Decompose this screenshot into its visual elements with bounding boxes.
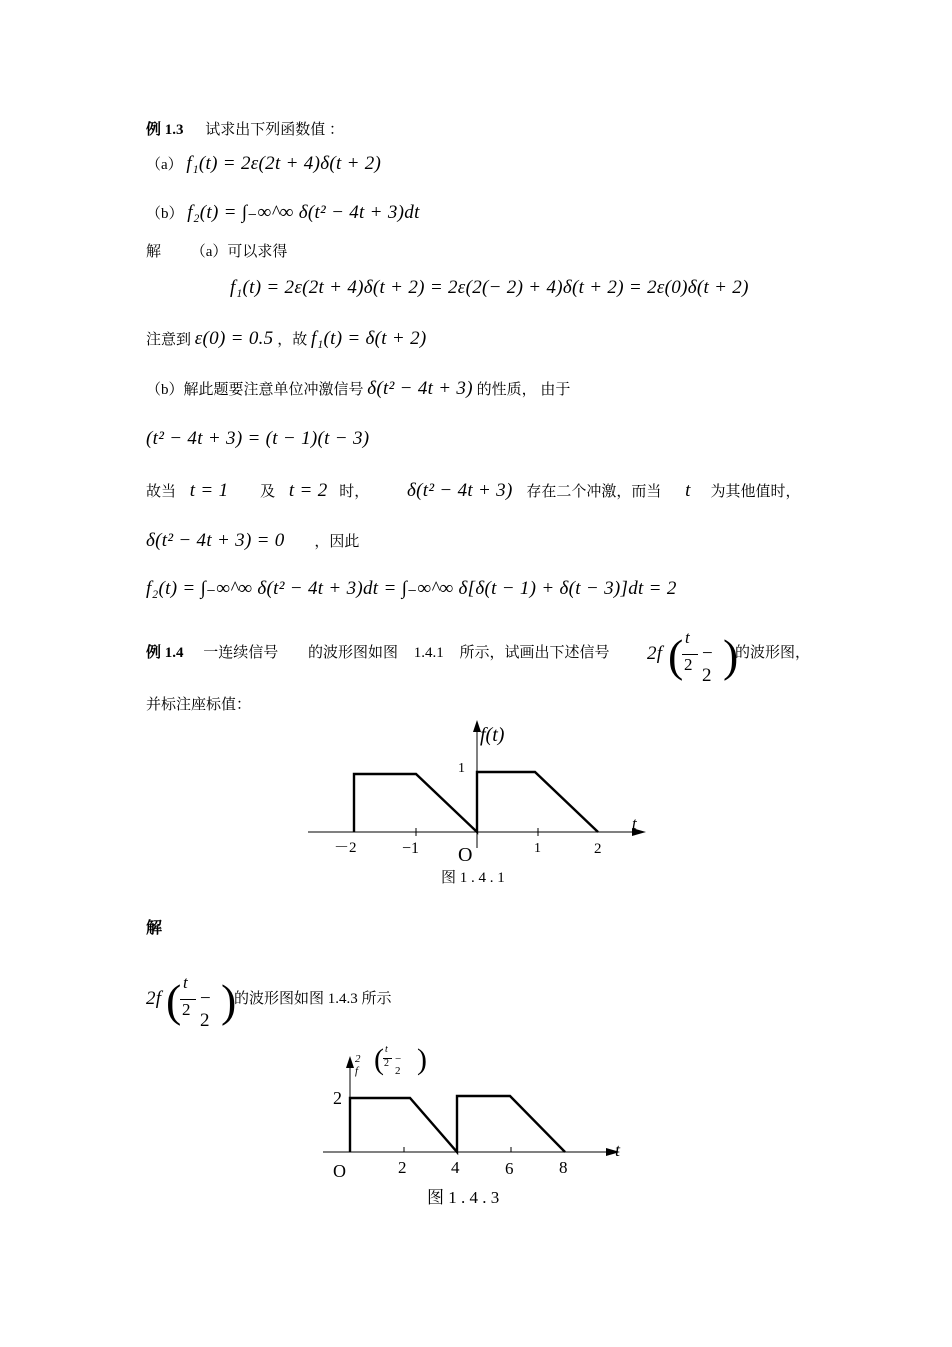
solution-b-suffix: 的性质， 由于 [476, 382, 571, 398]
sol-sig-left-paren: ( [166, 975, 182, 1026]
fig141-xlabel: t [632, 814, 637, 833]
sol-sig-denominator: 2 [182, 1000, 191, 1019]
fig141-waveform [354, 772, 598, 832]
solution-b-prefix: （b）解此题要注意单位冲激信号 [146, 382, 364, 398]
fig141-xtick-2: 2 [594, 841, 602, 857]
hence-text: ，因此 [314, 534, 360, 550]
sig-prefix: 2f [647, 643, 663, 664]
sig-numerator: t [685, 628, 691, 647]
fig143-y-tick: 2 [333, 1088, 342, 1108]
example-1-4-part3: 所示，试画出下述信号 [459, 645, 610, 661]
figure-reference: 1.4.1 [413, 645, 444, 661]
t-symbol: t [685, 480, 691, 501]
fig143-xtick-2: 2 [398, 1158, 407, 1177]
example-1-4-part4: 的波形图， [735, 645, 811, 661]
t-equals-1: t = 1 [189, 480, 229, 501]
fig141-xtick-1: 1 [534, 841, 541, 856]
solution-1-4-label-wrap [146, 918, 162, 940]
fig143-xtick-4: 4 [451, 1158, 460, 1177]
note-prefix: 注意到 [146, 332, 192, 348]
sol-sig-right-paren: ) [221, 975, 237, 1026]
fig143-origin: O [333, 1161, 346, 1181]
fig143-y-arrow [346, 1056, 354, 1068]
note-equation-epsilon: ε(0) = 0.5 [194, 328, 274, 349]
solution-1-4-suffix-wrap [234, 988, 392, 1010]
sol-sig-numerator: t [183, 973, 189, 992]
delta-expression: δ(t² − 4t + 3) [407, 480, 513, 501]
fig143-xtick-8: 8 [559, 1158, 568, 1177]
sig-right-paren: ) [723, 630, 739, 681]
t-equals-2: t = 2 [288, 480, 328, 501]
time-text: 时， [339, 484, 370, 500]
example-1-4-part1: 一连续信号 [203, 645, 279, 661]
fig141-xtick-neg1: −1 [402, 840, 420, 857]
solution-1-4-suffix: 的波形图如图 1.4.3 所示 [234, 991, 392, 1007]
sig-denominator: 2 [684, 655, 693, 674]
note-equation-f1: f₁(t) = δ(t + 2) [311, 328, 427, 349]
fig143-xlabel: t [615, 1140, 621, 1160]
part-a-tag: （a） [146, 157, 183, 173]
part-a-equation: f₁(t) = 2ε(2t + 4)δ(t + 2) [186, 153, 382, 174]
solution-a-text: （a）可以求得 [190, 244, 288, 260]
exist-text: 存在二个冲激，而当 [526, 484, 662, 500]
fig141-caption: 图 1 . 4 . 1 [441, 870, 505, 886]
fig143-ylabel-num: t [385, 1044, 388, 1055]
example-1-4-part5: 并标注座标值： [146, 697, 252, 713]
example-1-4-label: 例 1.4 [146, 645, 184, 661]
and-text: 及 [260, 484, 276, 500]
fig141-y-tick: 1 [458, 761, 465, 776]
so-when-text: 故当 [146, 484, 177, 500]
example-1-4-part2: 的波形图如图 [308, 645, 399, 661]
zero-equation: δ(t² − 4t + 3) = 0 [146, 530, 285, 551]
fig143-caption: 图 1 . 4 . 3 [427, 1188, 500, 1207]
example-prompt: 试求出下列函数值 ： [205, 122, 345, 138]
factor-equation: (t² − 4t + 3) = (t − 1)(t − 3) [146, 428, 370, 449]
fig143-ylabel-minus: − 2 [395, 1053, 402, 1077]
note-middle: ，故 [277, 332, 308, 348]
example-label: 例 1.3 [146, 122, 184, 138]
other-text: 为其他值时， [710, 484, 801, 500]
part-b-tag: （b） [146, 206, 184, 222]
solution-b-delta: δ(t² − 4t + 3) [367, 378, 473, 399]
sol-sig-prefix: 2f [146, 988, 162, 1009]
solution-a-equation: f₁(t) = 2ε(2t + 4)δ(t + 2) = 2ε(2(− 2) + 4)δ(t + 2) = 2ε(0)δ(t + 2) [230, 277, 749, 298]
fig141-ylabel: f(t) [480, 724, 505, 746]
part-b-equation: f₂(t) = ∫₋∞^∞ δ(t² − 4t + 3)dt [187, 202, 420, 223]
fig143-waveform [350, 1096, 565, 1152]
sig-minus: − 2 [702, 643, 714, 686]
fig141-xtick-neg2: －2 [334, 840, 357, 856]
fig141-origin: O [458, 844, 473, 866]
sig-left-paren: ( [668, 630, 684, 681]
fig143-xtick-6: 6 [505, 1159, 514, 1178]
fig143-ylabel-left-paren: ( [374, 1043, 384, 1076]
fig143-ylabel-den: 2 [384, 1058, 389, 1069]
sol-sig-minus: − 2 [200, 988, 212, 1031]
final-equation: f₂(t) = ∫₋∞^∞ δ(t² − 4t + 3)dt = ∫₋∞^∞ δ[δ(t − 1) + δ(t − 3)]dt = 2 [146, 578, 677, 599]
solution-1-4-label: 解 [146, 920, 163, 937]
solution-label: 解 [146, 244, 162, 260]
fig143-ylabel-prefix: 2 f [355, 1053, 361, 1077]
fig143-ylabel-right-paren: ) [417, 1043, 427, 1076]
